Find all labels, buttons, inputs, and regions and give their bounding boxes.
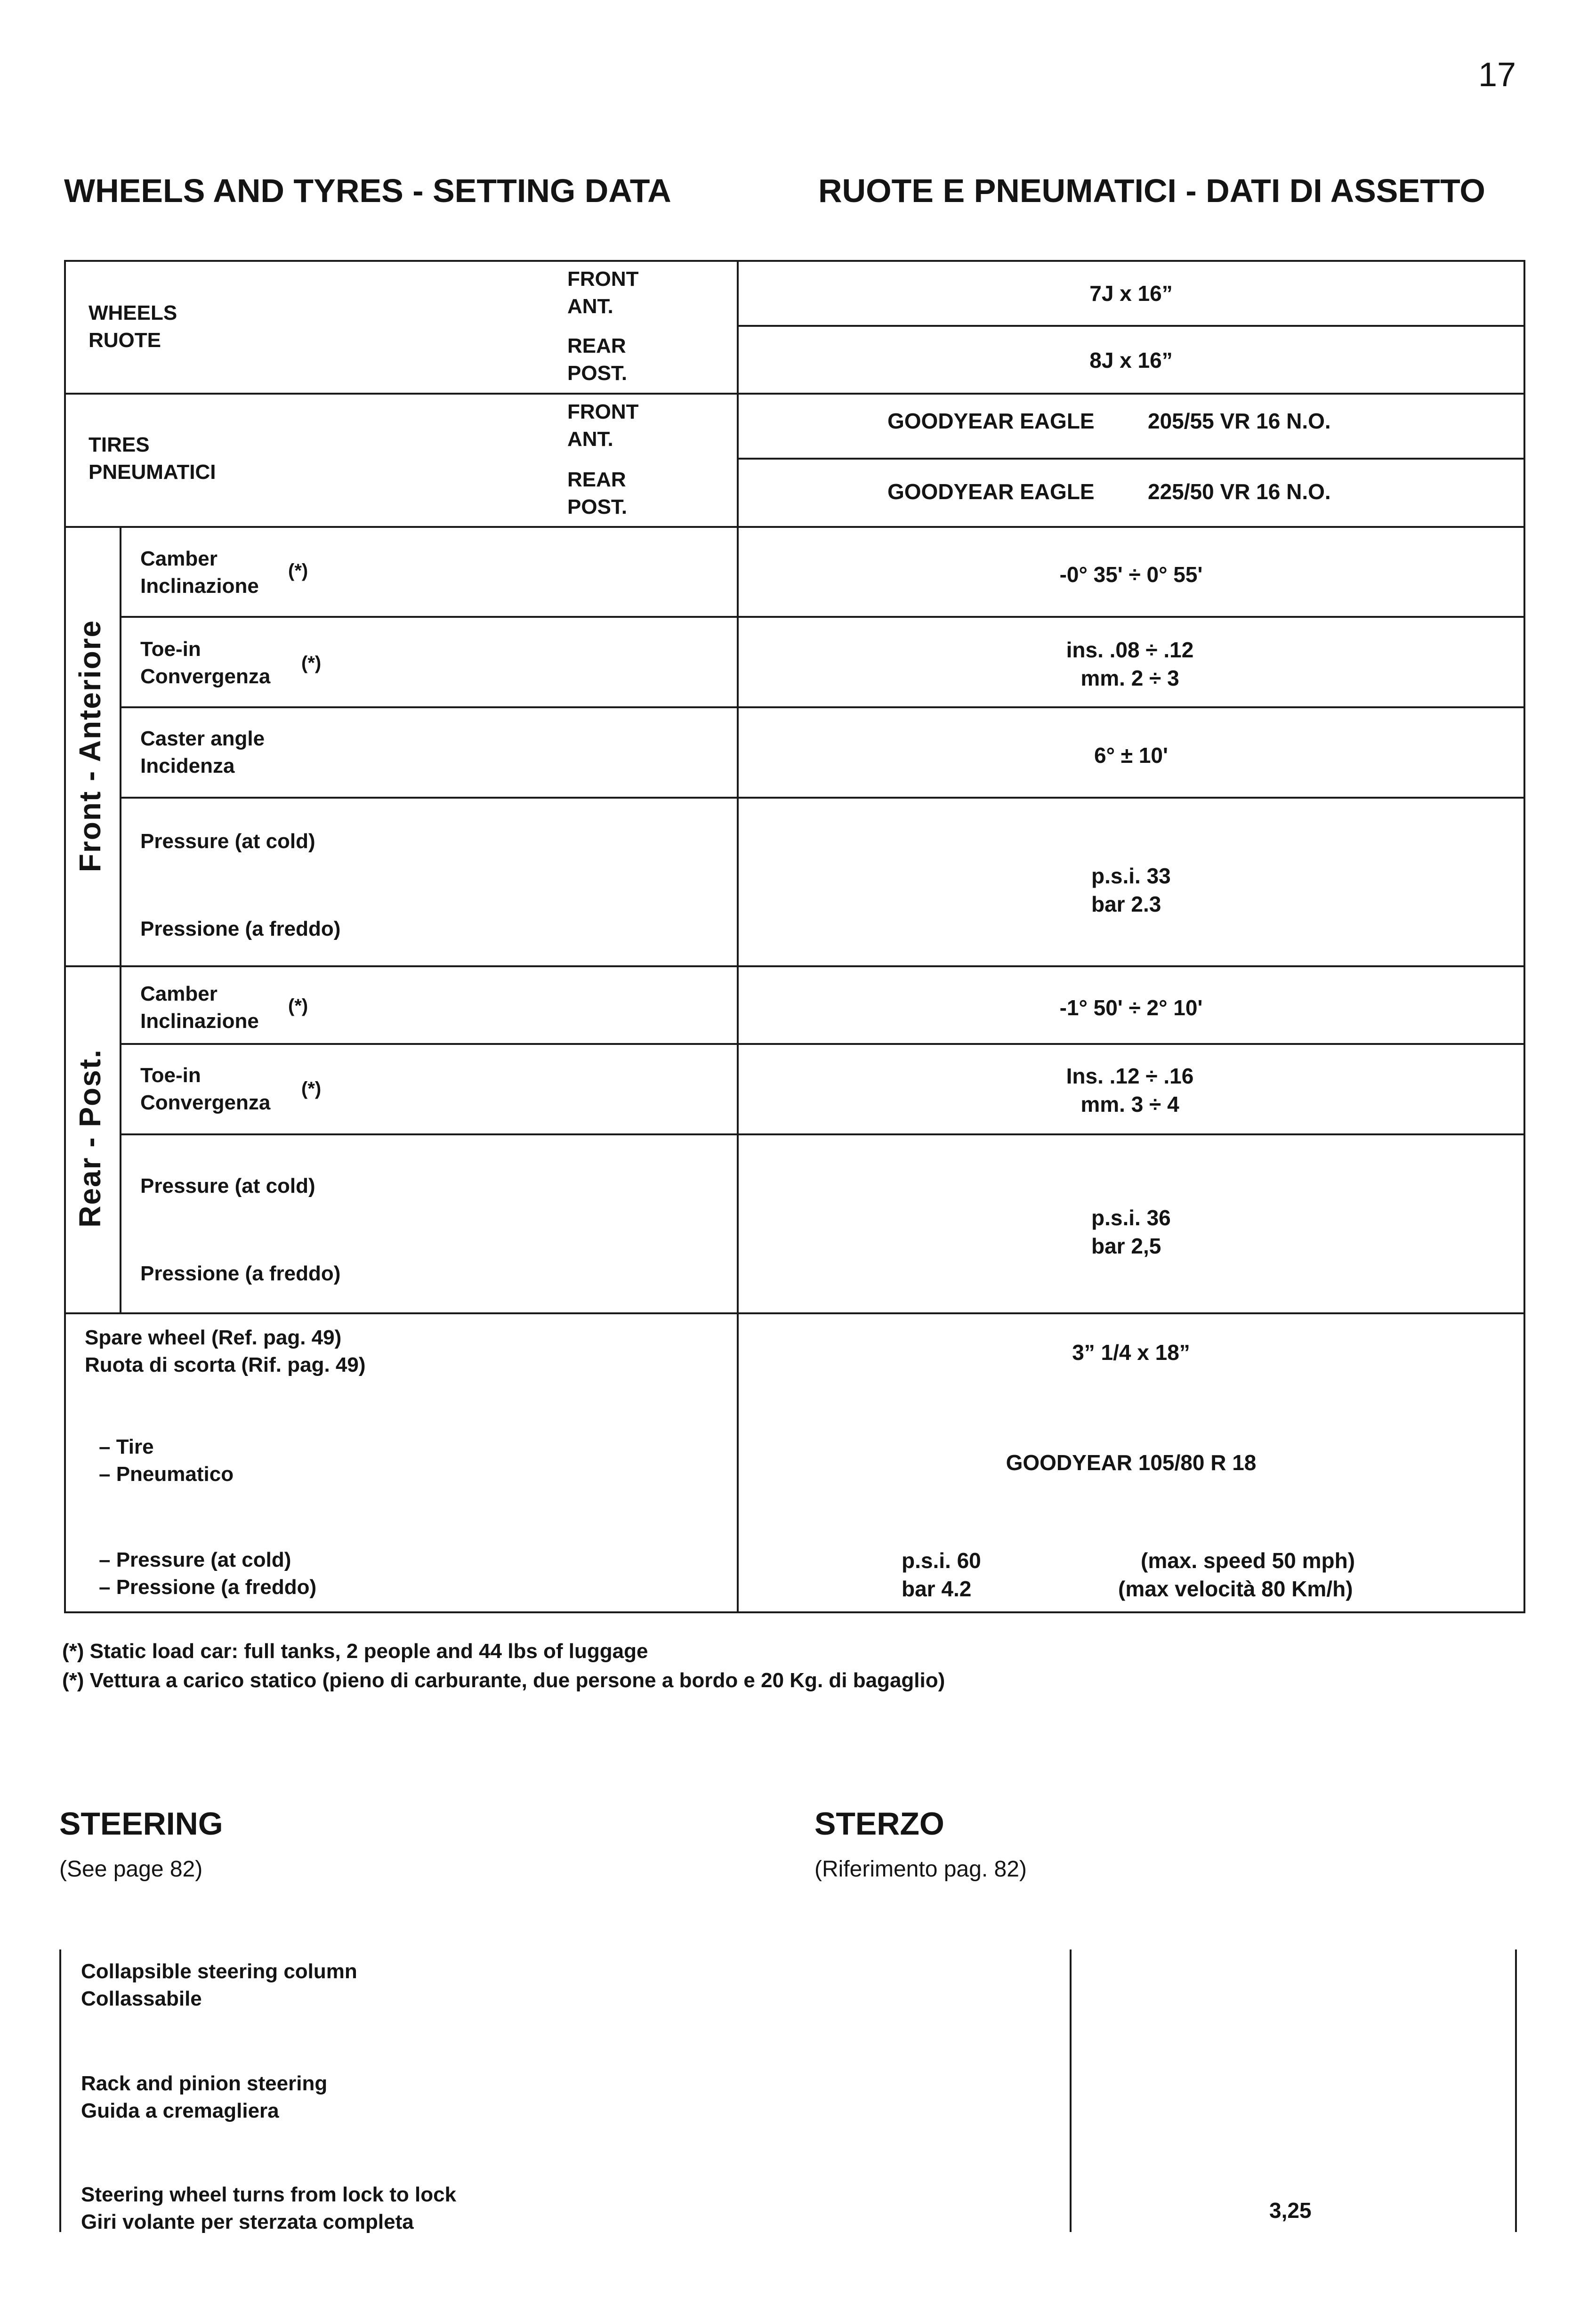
steering-row-collapsible <box>81 1958 357 2013</box>
rear-pressure-bar: bar 2,5 <box>1091 1234 1161 1258</box>
footnote-italian: (*) Vettura a carico statico (pieno di carburante, due persone a bordo e 20 Kg. di bagaglio) <box>62 1669 945 1692</box>
wheels-rear-en: REAR <box>567 334 626 357</box>
front-camber-en: Camber <box>140 547 218 570</box>
wheels-rear-value: 8J x 16” <box>1089 348 1173 372</box>
rear-toe-en: Toe-in <box>140 1064 201 1087</box>
spare-pressure-psi: p.s.i. 60 <box>902 1548 981 1573</box>
heading-italian: RUOTE E PNEUMATICI - DATI DI ASSETTO <box>818 172 1485 209</box>
front-camber-note-mark: (*) <box>288 560 308 581</box>
rear-pressure-en: Pressure (at cold) <box>140 1174 315 1197</box>
spare-wheel-label <box>85 1324 366 1379</box>
tires-label <box>89 431 216 486</box>
spare-wheel-it: Ruota di scorta (Rif. pag. 49) <box>85 1353 366 1376</box>
rear-toe-value <box>1031 1062 1229 1118</box>
steering-title-it: STERZO <box>814 1806 944 1842</box>
front-caster-value: 6° ± 10' <box>1094 743 1168 768</box>
front-toe-label <box>140 636 270 690</box>
front-toe-note-mark: (*) <box>301 653 322 673</box>
steering-row-turns-en: Steering wheel turns from lock to lock <box>81 2183 457 2206</box>
spare-wheel-value: 3” 1/4 x 18” <box>1072 1340 1190 1365</box>
wheels-front-label <box>567 266 639 320</box>
rear-section-label: Rear - Post. <box>73 1049 107 1228</box>
tires-rear-size: 225/50 VR 16 N.O. <box>1148 479 1331 504</box>
rear-camber-en: Camber <box>140 982 218 1005</box>
front-toe-en: Toe-in <box>140 638 201 661</box>
rear-pressure-value <box>1091 1204 1171 1260</box>
rear-camber-note-mark: (*) <box>288 995 308 1016</box>
steering-title-en: STEERING <box>59 1806 223 1842</box>
tires-rear-label <box>567 466 627 521</box>
tires-front-en: FRONT <box>567 400 639 423</box>
front-camber-it: Inclinazione <box>140 574 259 598</box>
wheels-rear-it: POST. <box>567 362 628 385</box>
front-pressure-psi: p.s.i. 33 <box>1091 864 1171 888</box>
spare-pressure-it: – Pressione (a freddo) <box>99 1576 317 1599</box>
spare-pressure-label <box>99 1546 316 1601</box>
tires-label-it: PNEUMATICI <box>89 461 216 484</box>
rear-pressure-it: Pressione (a freddo) <box>140 1262 341 1285</box>
spare-tire-en: – Tire <box>99 1435 154 1458</box>
rear-toe-label <box>140 1062 270 1116</box>
tires-rear-brand: GOODYEAR EAGLE <box>887 479 1095 504</box>
rear-camber-it: Inclinazione <box>140 1010 259 1033</box>
spare-tire-it: – Pneumatico <box>99 1463 234 1486</box>
spare-speed-en: (max. speed 50 mph) <box>1141 1548 1355 1573</box>
steering-row-rack-pinion <box>81 2070 327 2125</box>
front-toe-value <box>1031 636 1229 692</box>
front-camber-label <box>140 545 259 600</box>
spare-pressure-value <box>902 1546 981 1603</box>
wheels-label-it: RUOTE <box>89 329 161 352</box>
page-number: 17 <box>1478 56 1516 94</box>
spare-pressure-bar: bar 4.2 <box>902 1577 972 1601</box>
wheels-front-it: ANT. <box>567 295 613 318</box>
tires-rear-it: POST. <box>567 495 628 518</box>
front-caster-it: Incidenza <box>140 754 235 777</box>
tires-front-it: ANT. <box>567 428 613 451</box>
spare-speed-note <box>1118 1546 1355 1603</box>
steering-subtitle-en: (See page 82) <box>59 1857 203 1882</box>
heading-english: WHEELS AND TYRES - SETTING DATA <box>64 172 671 209</box>
front-pressure-value <box>1091 862 1171 918</box>
steering-row-collapsible-en: Collapsible steering column <box>81 1960 357 1983</box>
front-pressure-bar: bar 2.3 <box>1091 892 1161 916</box>
wheels-label <box>89 299 177 354</box>
spare-wheel-en: Spare wheel (Ref. pag. 49) <box>85 1326 342 1349</box>
rear-toe-value-mm: mm. 3 ÷ 4 <box>1080 1092 1179 1116</box>
steering-row-rack-pinion-it: Guida a cremagliera <box>81 2099 279 2122</box>
rear-pressure-psi: p.s.i. 36 <box>1091 1205 1171 1230</box>
front-pressure-it: Pressione (a freddo) <box>140 917 341 940</box>
front-toe-it: Convergenza <box>140 665 271 688</box>
tires-front-label <box>567 398 639 453</box>
wheels-front-en: FRONT <box>567 267 639 291</box>
spare-speed-it: (max velocità 80 Km/h) <box>1118 1577 1353 1601</box>
tires-label-en: TIRES <box>89 433 150 456</box>
tires-front-brand: GOODYEAR EAGLE <box>887 409 1095 433</box>
wheels-label-en: WHEELS <box>89 301 177 324</box>
spare-tire-label <box>99 1433 234 1488</box>
wheels-rear-label <box>567 332 627 387</box>
steering-row-collapsible-it: Collassabile <box>81 1987 202 2010</box>
front-camber-value: -0° 35' ÷ 0° 55' <box>1059 562 1203 587</box>
rear-toe-note-mark: (*) <box>301 1078 322 1099</box>
spare-tire-value: GOODYEAR 105/80 R 18 <box>1006 1450 1257 1475</box>
steering-row-turns <box>81 2181 456 2236</box>
rear-toe-it: Convergenza <box>140 1091 271 1114</box>
front-toe-value-ins: ins. .08 ÷ .12 <box>1066 638 1194 662</box>
rear-toe-value-ins: Ins. .12 ÷ .16 <box>1066 1064 1194 1088</box>
footnote-english: (*) Static load car: full tanks, 2 people and 44 lbs of luggage <box>62 1640 648 1663</box>
steering-subtitle-it: (Riferimento pag. 82) <box>814 1857 1027 1882</box>
rear-camber-value: -1° 50' ÷ 2° 10' <box>1059 995 1203 1020</box>
steering-row-turns-it: Giri volante per sterzata completa <box>81 2210 414 2233</box>
front-toe-value-mm: mm. 2 ÷ 3 <box>1080 666 1179 690</box>
spare-pressure-en: – Pressure (at cold) <box>99 1548 291 1571</box>
rear-camber-label <box>140 980 259 1035</box>
steering-turns-value: 3,25 <box>1269 2198 1312 2223</box>
tires-rear-en: REAR <box>567 468 626 491</box>
front-section-label: Front - Anteriore <box>73 619 107 873</box>
front-caster-en: Caster angle <box>140 727 265 750</box>
tires-front-size: 205/55 VR 16 N.O. <box>1148 409 1331 433</box>
front-pressure-en: Pressure (at cold) <box>140 830 315 853</box>
steering-row-rack-pinion-en: Rack and pinion steering <box>81 2072 328 2095</box>
front-caster-label <box>140 725 265 780</box>
wheels-front-value: 7J x 16” <box>1089 281 1173 306</box>
